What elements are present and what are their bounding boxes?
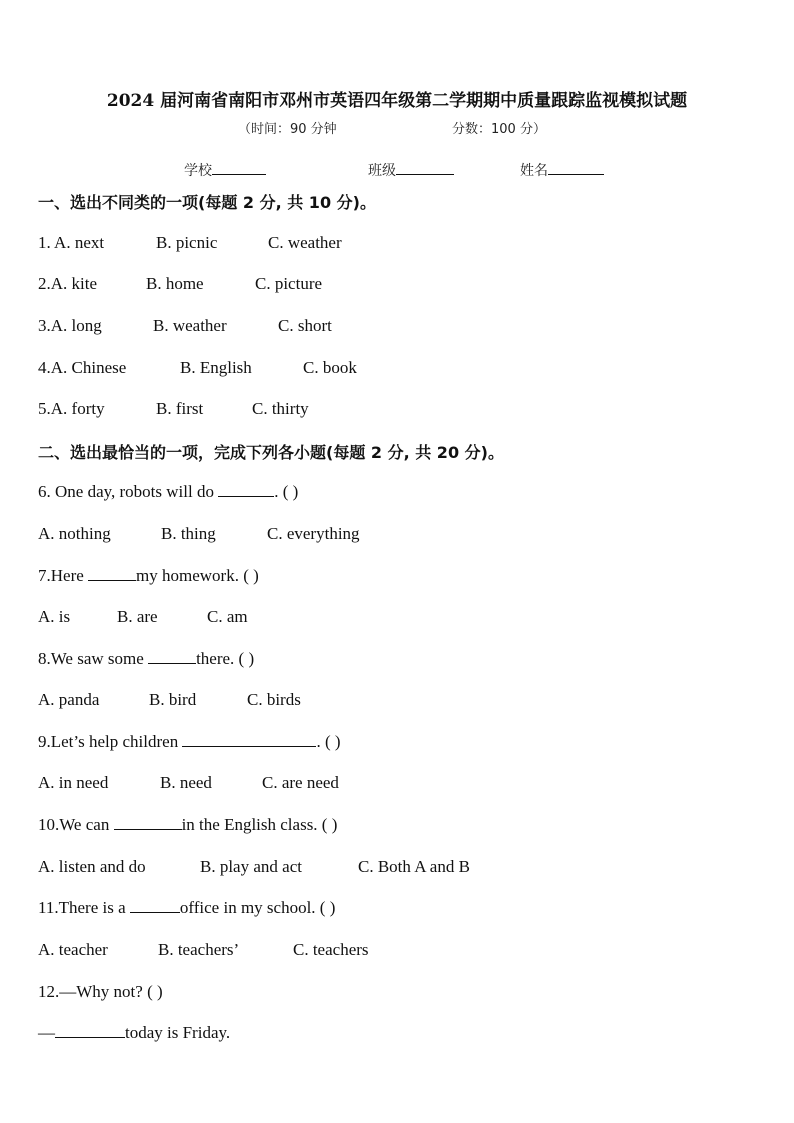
q6-stem — [38, 482, 298, 502]
q9-option-a: A. in need — [38, 773, 109, 792]
q11-text-after: office in my school. ( ) — [179, 898, 336, 917]
q3-option-c: C. short — [278, 316, 332, 335]
q7-text-after: my homework. ( ) — [136, 566, 259, 585]
school-field — [184, 160, 266, 180]
q8-text-before: 8.We saw some — [38, 649, 144, 668]
q5-option-b: B. first — [156, 399, 204, 418]
q10-blank — [114, 815, 182, 830]
q1-option-a: 1. A. next — [38, 233, 105, 252]
q2-option-a: 2.A. kite — [38, 274, 98, 293]
q7-text-before: 7.Here — [38, 566, 84, 585]
q3-option-b: B. weather — [153, 316, 227, 335]
q9-option-b: B. need — [160, 773, 212, 792]
q1-row — [38, 233, 104, 253]
q10-option-a: A. listen and do — [38, 857, 146, 876]
q10-option-c: C. Both A and B — [358, 857, 470, 876]
q6-blank — [218, 482, 274, 497]
q6-option-c: C. everything — [267, 524, 360, 543]
q6-option-a: A. nothing — [38, 524, 111, 543]
q9-stem — [38, 732, 341, 752]
q7-stem — [38, 566, 259, 586]
q8-text-after: there. ( ) — [196, 649, 255, 668]
q7-blank — [88, 566, 136, 581]
q4-option-c: C. book — [303, 358, 357, 377]
q10-text-after: in the English class. ( ) — [181, 815, 338, 834]
q11-option-c: C. teachers — [293, 940, 369, 959]
q11-option-a: A. teacher — [38, 940, 108, 959]
q4-option-a: 4.A. Chinese — [38, 358, 127, 377]
q8-stem — [38, 649, 254, 669]
q4-option-b: B. English — [180, 358, 252, 377]
exam-score: 分数：100 分） — [452, 122, 546, 137]
q5-option-c: C. thirty — [252, 399, 309, 418]
school-blank — [212, 173, 266, 175]
q10-option-b: B. play and act — [200, 857, 302, 876]
q12-blank — [55, 1023, 125, 1038]
q9-blank — [182, 732, 316, 747]
section2-heading: 二、选出最恰当的一项，完成下列各小题(每题 2 分, 共 20 分)。 — [38, 443, 504, 462]
school-label: 学校 — [184, 163, 212, 179]
q1-option-b: B. picnic — [156, 233, 218, 252]
q12-text-after: today is Friday. — [125, 1023, 231, 1042]
class-blank — [396, 173, 454, 175]
q8-option-a: A. panda — [38, 690, 100, 709]
q10-text-before: 10.We can — [38, 815, 110, 834]
q6-text-after: . ( ) — [274, 482, 299, 501]
q9-text-after: . ( ) — [316, 732, 341, 751]
q11-option-b: B. teachers’ — [158, 940, 240, 959]
q8-option-c: C. birds — [247, 690, 301, 709]
class-field — [368, 160, 454, 180]
q3-option-a: 3.A. long — [38, 316, 102, 335]
q11-blank — [130, 898, 180, 913]
name-label: 姓名 — [520, 163, 548, 179]
q2-option-c: C. picture — [255, 274, 323, 293]
section1-heading: 一、选出不同类的一项(每题 2 分, 共 10 分)。 — [38, 193, 376, 212]
exam-time: （时间：90 分钟 — [238, 122, 337, 137]
q7-option-c: C. am — [207, 607, 248, 626]
q5-option-a: 5.A. forty — [38, 399, 105, 418]
q2-option-b: B. home — [146, 274, 204, 293]
q8-blank — [148, 649, 196, 664]
q7-option-a: A. is — [38, 607, 71, 626]
q10-stem — [38, 815, 337, 835]
q9-option-c: C. are need — [262, 773, 339, 792]
q8-option-b: B. bird — [149, 690, 197, 709]
q12-dash: — — [38, 1023, 55, 1042]
q6-text-before: 6. One day, robots will do — [38, 482, 214, 501]
q1-option-c: C. weather — [268, 233, 342, 252]
q6-option-b: B. thing — [161, 524, 216, 543]
q11-text-before: 11.There is a — [38, 898, 126, 917]
q11-stem — [38, 898, 335, 918]
exam-title: 2024 届河南省南阳市邓州市英语四年级第二学期期中质量跟踪监视模拟试题 — [106, 91, 688, 111]
q12-stem: 12.—Why not? ( ) — [38, 982, 163, 1001]
class-label: 班级 — [368, 163, 396, 179]
name-field — [520, 160, 604, 180]
name-blank — [548, 173, 604, 175]
q9-text-before: 9.Let’s help children — [38, 732, 179, 751]
q7-option-b: B. are — [117, 607, 158, 626]
q12-reply — [38, 1023, 230, 1043]
